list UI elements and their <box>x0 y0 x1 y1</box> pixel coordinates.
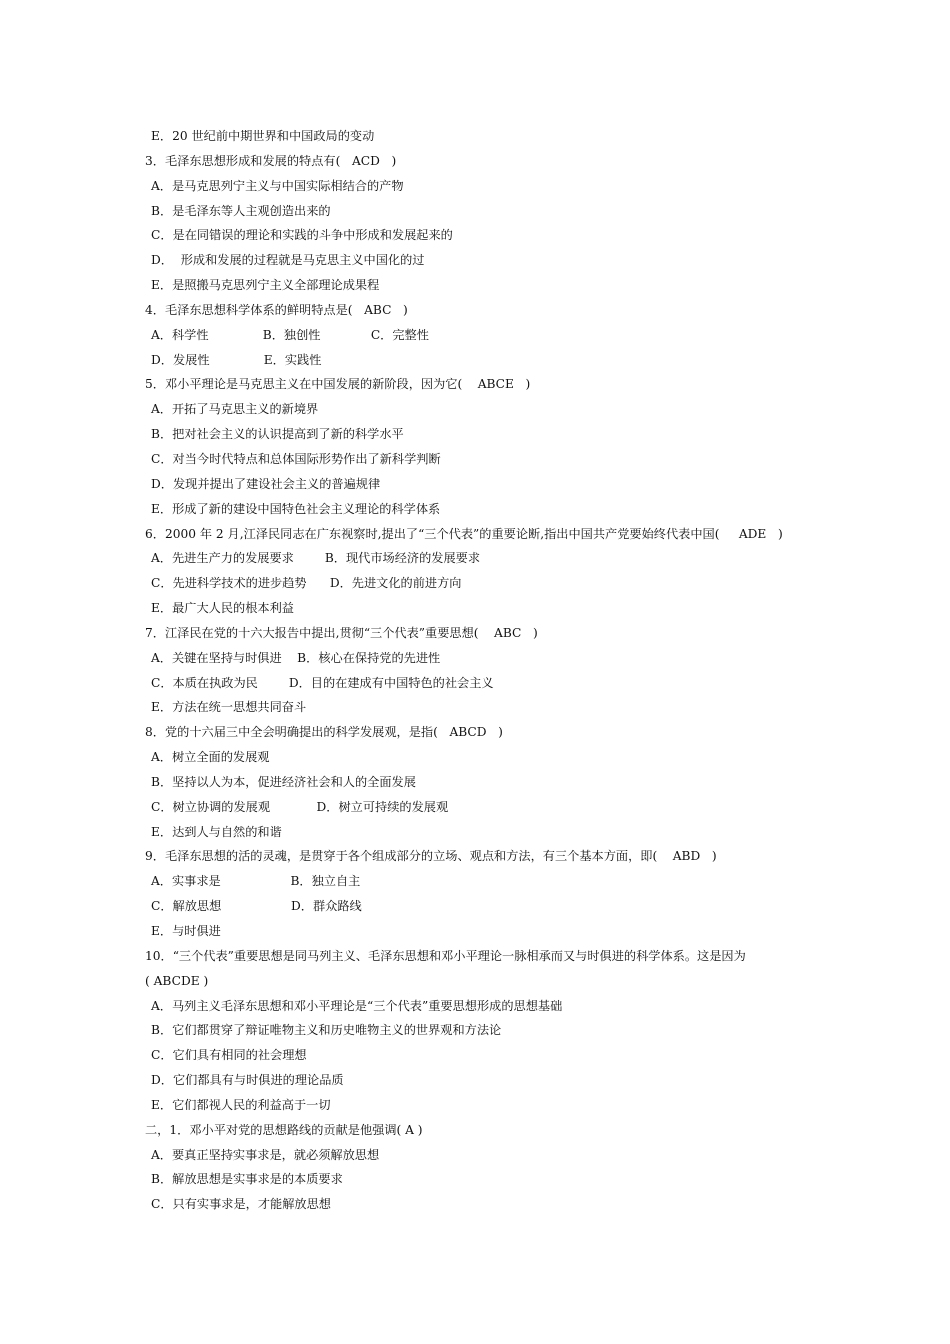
answer-option-line: B．是毛泽东等人主观创造出来的 <box>151 203 331 218</box>
answer-option-line: D． 形成和发展的过程就是马克思主义中国化的过 <box>151 253 425 268</box>
question-line: 5．邓小平理论是马克思主义在中国发展的新阶段，因为它( ABCE ) <box>145 377 531 392</box>
question-line: 6．2000 年 2 月,江泽民同志在广东视察时,提出了“三个代表”的重要论断,指出中国共产党要始终代表中国( ADE ) <box>145 526 783 541</box>
answer-option-line: B．它们都贯穿了辩证唯物主义和历史唯物主义的世界观和方法论 <box>151 1023 502 1038</box>
question-line: 7．江泽民在党的十六大报告中提出,贯彻“三个代表”重要思想( ABC ) <box>145 625 538 640</box>
answer-option-line: E．方法在统一思想共同奋斗 <box>151 700 307 715</box>
answer-option-line: B．解放思想是实事求是的本质要求 <box>151 1172 343 1187</box>
answer-option-line: E．20 世纪前中期世界和中国政局的变动 <box>151 129 375 143</box>
answer-option-line: A．是马克思列宁主义与中国实际相结合的产物 <box>151 178 404 193</box>
answer-option-line: A．关键在坚持与时俱进 B．核心在保持党的先进性 <box>151 650 441 665</box>
answer-option-line: A．开拓了马克思主义的新境界 <box>151 402 319 417</box>
document-body <box>0 124 950 1217</box>
question-line: 4．毛泽东思想科学体系的鲜明特点是( ABC ) <box>145 302 408 317</box>
answer-option-line: C．只有实事求是，才能解放思想 <box>151 1197 331 1212</box>
answer-option-line: A．树立全面的发展观 <box>151 750 270 765</box>
answer-option-line: A．科学性 B．独创性 C．完整性 <box>151 327 429 342</box>
answer-option-line: E．它们都视人民的利益高于一切 <box>151 1097 331 1112</box>
answer-option-line: C．树立协调的发展观 D．树立可持续的发展观 <box>151 799 449 814</box>
answer-option-line: E．达到人与自然的和谐 <box>151 824 282 839</box>
question-line: 9．毛泽东思想的活的灵魂，是贯穿于各个组成部分的立场、观点和方法，有三个基本方面，即( ABD ) <box>145 849 717 864</box>
answer-option-line: C．本质在执政为民 D．目的在建成有中国特色的社会主义 <box>151 675 494 690</box>
answer-option-line: D．它们都具有与时俱进的理论品质 <box>151 1073 344 1088</box>
answer-option-line: D．发展性 E．实践性 <box>151 352 322 367</box>
answer-option-line: A．马列主义毛泽东思想和邓小平理论是“三个代表”重要思想形成的思想基础 <box>151 998 563 1013</box>
answer-option-line: E．与时俱进 <box>151 924 221 938</box>
question-line: 8．党的十六届三中全会明确提出的科学发展观，是指( ABCD ) <box>145 725 503 740</box>
answer-option-line: C．对当今时代特点和总体国际形势作出了新科学判断 <box>151 451 441 466</box>
answer-option-line: B．坚持以人为本，促进经济社会和人的全面发展 <box>151 774 416 789</box>
answer-option-line: A．要真正坚持实事求是，就必须解放思想 <box>151 1147 380 1162</box>
answer-option-line: D．发现并提出了建设社会主义的普遍规律 <box>151 476 381 491</box>
answer-option-line: C．它们具有相同的社会理想 <box>151 1048 307 1063</box>
answer-option-line: C．是在同错误的理论和实践的斗争中形成和发展起来的 <box>151 228 453 243</box>
answer-option-line: A．先进生产力的发展要求 B．现代市场经济的发展要求 <box>151 551 481 566</box>
answer-option-line: E．最广大人民的根本利益 <box>151 601 294 616</box>
question-line: 10．“三个代表”重要思想是同马列主义、毛泽东思想和邓小平理论一脉相承而又与时俱进的科学体系。这是因为 <box>145 948 746 963</box>
answer-option-line: B．把对社会主义的认识提高到了新的科学水平 <box>151 427 404 442</box>
answer-option-line: E．形成了新的建设中国特色社会主义理论的科学体系 <box>151 501 441 516</box>
question-line: 3．毛泽东思想形成和发展的特点有( ACD ) <box>145 153 397 168</box>
answer-option-line: C．解放思想 D．群众路线 <box>151 899 362 914</box>
answer-option-line: E．是照搬马克思列宁主义全部理论成果程 <box>151 278 380 293</box>
question-continuation-line: ( ABCDE ) <box>145 973 209 988</box>
answer-option-line: C．先进科学技术的进步趋势 D．先进文化的前进方向 <box>151 576 462 591</box>
question-line: 二，1．邓小平对党的思想路线的贡献是他强调( A ) <box>145 1122 423 1137</box>
answer-option-line: A．实事求是 B．独立自主 <box>151 874 361 889</box>
